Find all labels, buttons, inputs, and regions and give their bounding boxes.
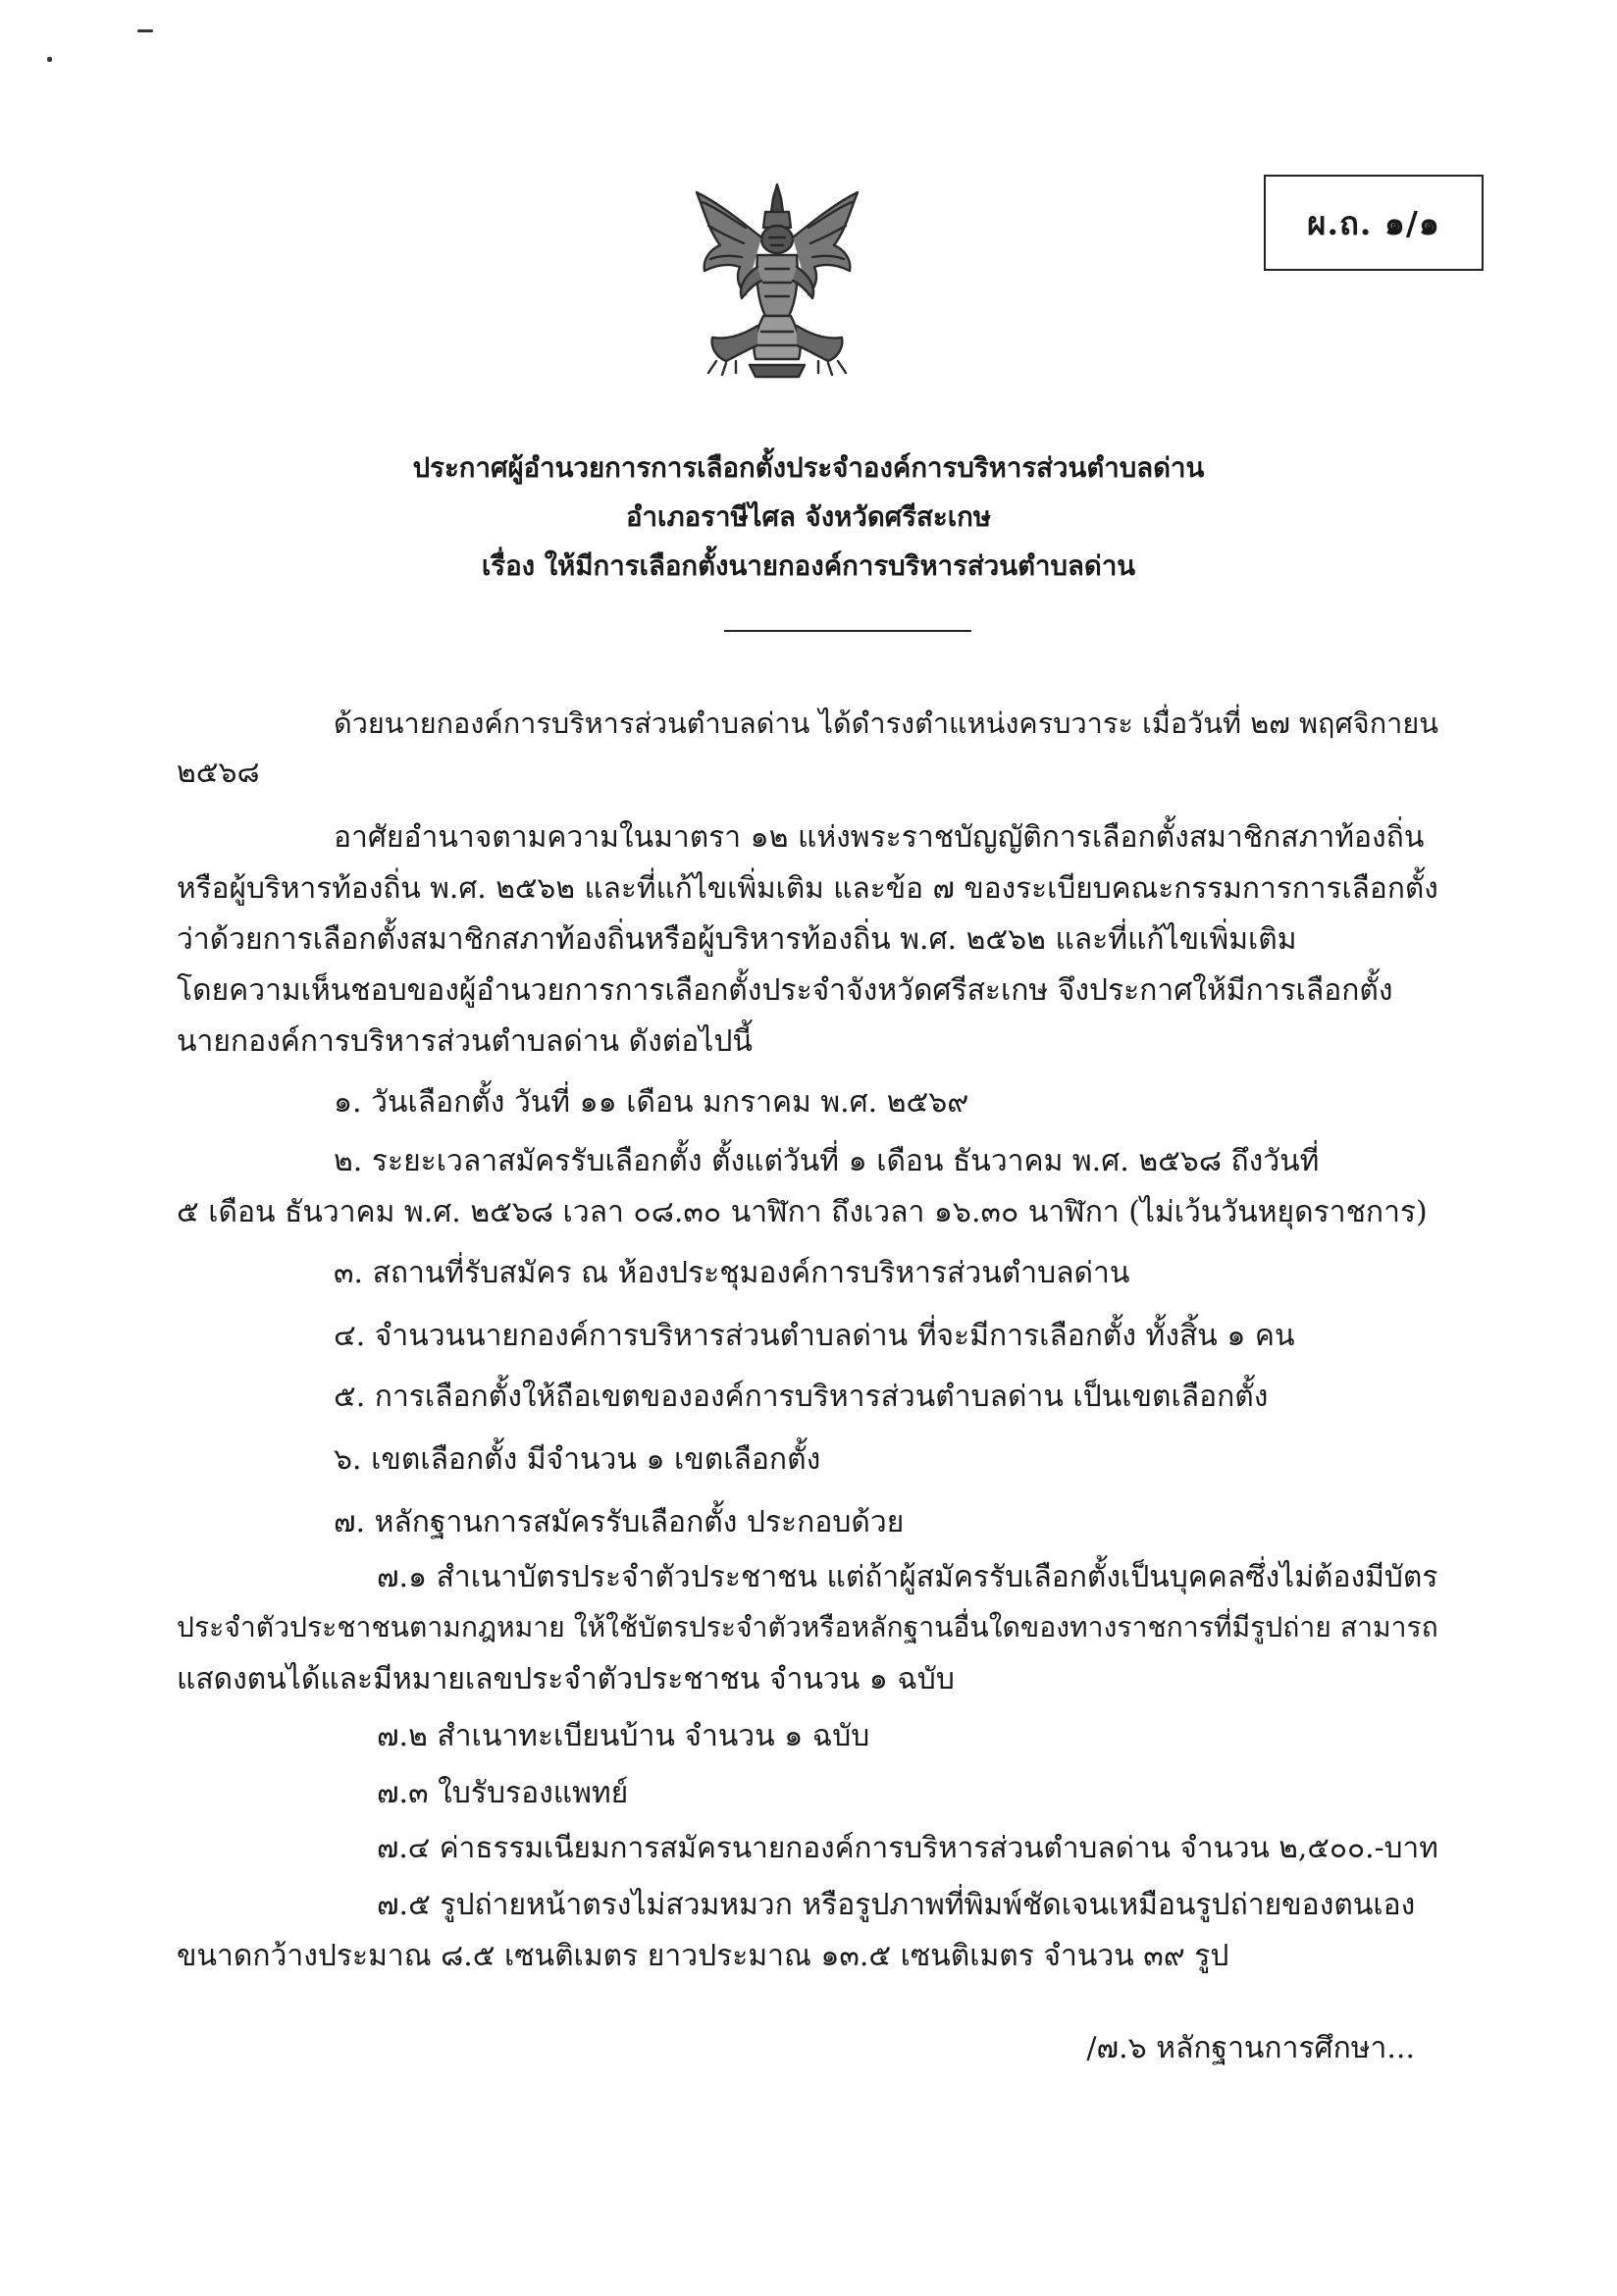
item-5: ๕. การเลือกตั้งให้ถือเขตขององค์การบริหารส่วนตำบลด่าน เป็นเขตเลือกตั้ง <box>334 1380 1269 1414</box>
authority-line-1: อาศัยอำนาจตามความในมาตรา ๑๒ แห่งพระราชบัญญัติการเลือกตั้งสมาชิกสภาท้องถิ่น <box>334 820 1425 855</box>
authority-line-4: โดยความเห็นชอบของผู้อำนวยการการเลือกตั้งประจำจังหวัดศรีสะเกษ จึงประกาศให้มีการเลือกตั้ง <box>177 973 1393 1008</box>
item-4: ๔. จำนวนนายกองค์การบริหารส่วนตำบลด่าน ที่จะมีการเลือกตั้ง ทั้งสิ้น ๑ คน <box>334 1319 1295 1353</box>
announcement-title <box>0 444 1617 591</box>
intro-line-2: ๒๕๖๘ <box>177 756 260 790</box>
title-line-2: อำเภอราษีไศล จังหวัดศรีสะเกษ <box>625 500 992 533</box>
item-7-1-line-1: ๗.๑ สำเนาบัตรประจำตัวประชาชน แต่ถ้าผู้สมัครรับเลือกตั้งเป็นบุคคลซึ่งไม่ต้องมีบัตร <box>377 1560 1438 1594</box>
item-7-1-line-3: แสดงตนได้และมีหมายเลขประจำตัวประชาชน จำนวน ๑ ฉบับ <box>177 1662 955 1696</box>
item-7-4: ๗.๔ ค่าธรรมเนียมการสมัครนายกองค์การบริหารส่วนตำบลด่าน จำนวน ๒,๕๐๐.-บาท <box>377 1831 1438 1865</box>
item-1: ๑. วันเลือกตั้ง วันที่ ๑๑ เดือน มกราคม พ.ศ. ๒๕๖๙ <box>334 1085 969 1120</box>
continuation-reference: /๗.๖ หลักฐานการศึกษา... <box>1086 2031 1415 2065</box>
item-7-1-line-2: ประจำตัวประชาชนตามกฎหมาย ให้ใช้บัตรประจำตัวหรือหลักฐานอื่นใดของทางราชการที่มีรูปถ่าย สามารถ <box>177 1611 1438 1644</box>
item-7-3: ๗.๓ ใบรับรองแพทย์ <box>377 1776 629 1810</box>
item-6: ๖. เขตเลือกตั้ง มีจำนวน ๑ เขตเลือกตั้ง <box>334 1442 821 1477</box>
scan-speck <box>47 57 52 62</box>
item-2-line-1: ๒. ระยะเวลาสมัครรับเลือกตั้ง ตั้งแต่วันที่ ๑ เดือน ธันวาคม พ.ศ. ๒๕๖๘ ถึงวันที่ <box>334 1144 1320 1178</box>
item-7-5-line-2: ขนาดกว้างประมาณ ๘.๕ เซนติเมตร ยาวประมาณ ๑๓.๕ เซนติเมตร จำนวน ๓๙ รูป <box>177 1939 1229 1973</box>
title-underline <box>724 630 971 632</box>
form-code-box <box>1264 175 1484 271</box>
item-7: ๗. หลักฐานการสมัครรับเลือกตั้ง ประกอบด้วย <box>334 1505 905 1539</box>
intro-line-1: ด้วยนายกองค์การบริหารส่วนตำบลด่าน ได้ดำรงตำแหน่งครบวาระ เมื่อวันที่ ๒๗ พฤศจิกายน <box>334 706 1438 740</box>
item-3: ๓. สถานที่รับสมัคร ณ ห้องประชุมองค์การบริหารส่วนตำบลด่าน <box>334 1256 1130 1290</box>
item-7-2: ๗.๒ สำเนาทะเบียนบ้าน จำนวน ๑ ฉบับ <box>377 1719 870 1753</box>
item-2-line-2: ๕ เดือน ธันวาคม พ.ศ. ๒๕๖๘ เวลา ๐๘.๓๐ นาฬิกา ถึงเวลา ๑๖.๓๐ นาฬิกา (ไม่เว้นวันหยุดราชการ) <box>177 1195 1428 1229</box>
title-line-1: ประกาศผู้อำนวยการการเลือกตั้งประจำองค์การบริหารส่วนตำบลด่าน <box>412 451 1205 484</box>
item-7-5-line-1: ๗.๕ รูปถ่ายหน้าตรงไม่สวมหมวก หรือรูปภาพที่พิมพ์ชัดเจนเหมือนรูปถ่ายของตนเอง <box>377 1888 1416 1922</box>
form-code: ผ.ถ. ๑/๑ <box>1307 203 1440 242</box>
authority-line-5: นายกองค์การบริหารส่วนตำบลด่าน ดังต่อไปนี้ <box>177 1024 753 1059</box>
garuda-emblem-icon <box>687 179 867 381</box>
authority-line-3: ว่าด้วยการเลือกตั้งสมาชิกสภาท้องถิ่นหรือผู้บริหารท้องถิ่น พ.ศ. ๒๕๖๒ และที่แก้ไขเพิ่มเติม <box>177 922 1297 957</box>
scan-speck <box>137 29 153 32</box>
title-line-3: เรื่อง ให้มีการเลือกตั้งนายกองค์การบริหารส่วนตำบลด่าน <box>481 549 1136 582</box>
authority-line-2: หรือผู้บริหารท้องถิ่น พ.ศ. ๒๕๖๒ และที่แก้ไขเพิ่มเติม และข้อ ๗ ของระเบียบคณะกรรมการการเลือกตั้ง <box>177 871 1438 906</box>
